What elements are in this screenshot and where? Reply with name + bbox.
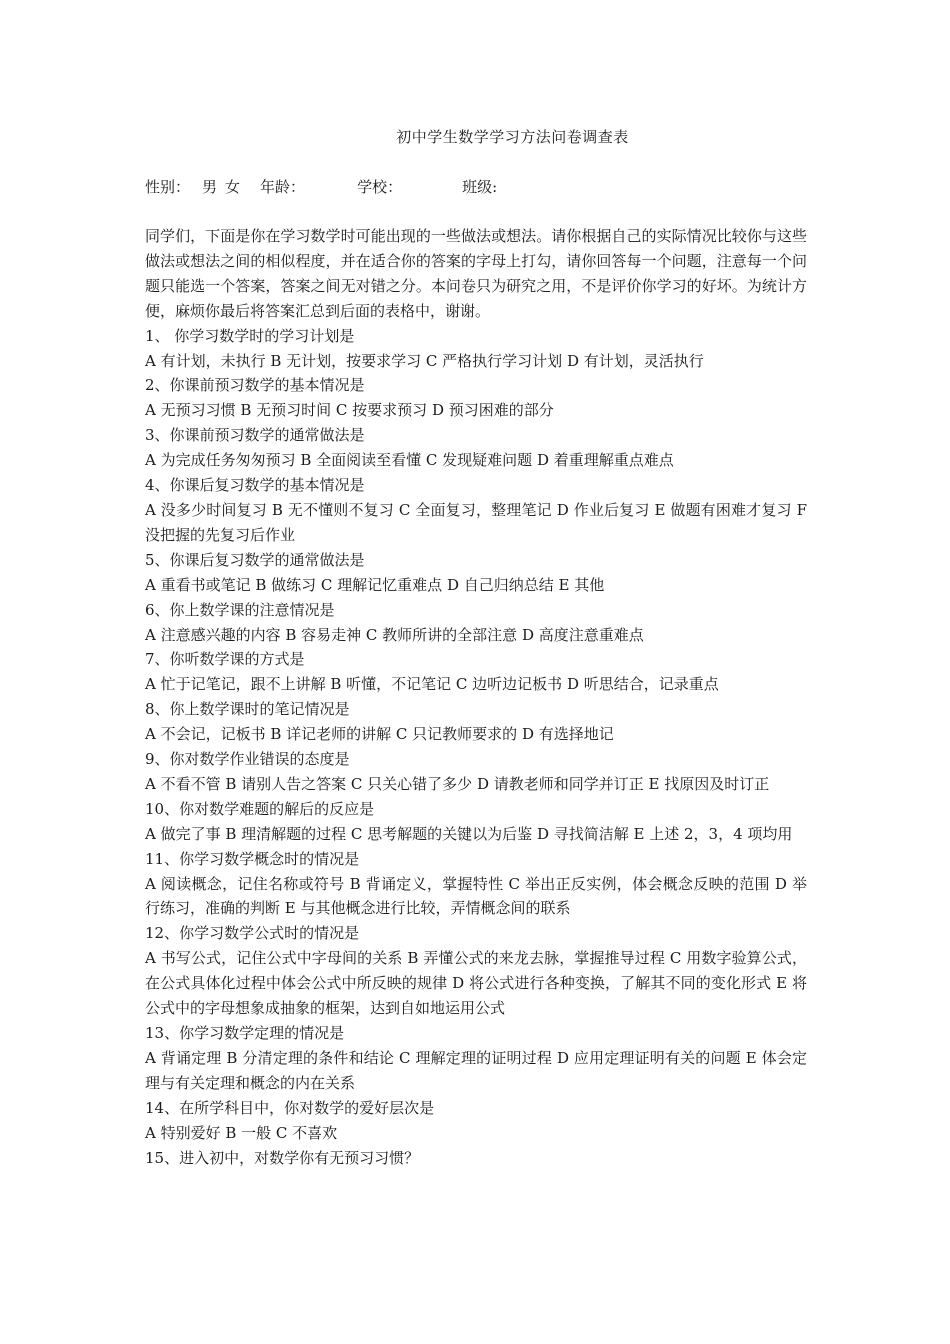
question-text: 1、 你学习数学时的学习计划是 <box>145 326 355 345</box>
questionnaire-body <box>145 224 807 1170</box>
answer-options: A 忙于记笔记，跟不上讲解 B 听懂，不记笔记 C 边听边记板书 D 听思结合，记录重点 <box>145 675 719 694</box>
question-text: 5、你课后复习数学的通常做法是 <box>145 550 365 569</box>
answer-options: A 没多少时间复习 B 无不懂则不复习 C 全面复习，整理笔记 D 作业后复习 E 做题有困难才复习 F 没把握的先复习后作业 <box>145 500 807 544</box>
answer-options: A 不会记，记板书 B 详记老师的讲解 C 只记教师要求的 D 有选择地记 <box>145 725 614 744</box>
intro-paragraph: 同学们，下面是你在学习数学时可能出现的一些做法或想法。请你根据自己的实际情况比较你与这些做法或想法之间的相似程度，并在适合你的答案的字母上打勾，请你回答每一个问题，注意每一个问题只能选一个答案，答案之间无对错之分。本问卷只为研究之用，不是评价你学习的好坏。为统计方便，麻烦你最后将答案汇总到后面的表格中，谢谢。 <box>145 227 807 320</box>
question-text: 13、你学习数学定理的情况是 <box>145 1024 345 1042</box>
age-label: 年龄： <box>260 178 306 196</box>
question-text: 2、你课前预习数学的基本情况是 <box>145 376 365 395</box>
answer-options: A 注意感兴趣的内容 B 容易走神 C 教师所讲的全部注意 D 高度注意重难点 <box>145 625 644 644</box>
question-text: 11、你学习数学概念时的情况是 <box>145 849 360 868</box>
question-text: 4、你课后复习数学的基本情况是 <box>145 476 365 495</box>
answer-options: A 阅读概念，记住名称或符号 B 背诵定义，掌握特性 C 举出正反实例，体会概念反映的范围 D 举行练习，准确的判断 E 与其他概念进行比较，弄情概念间的联系 <box>145 874 807 918</box>
question-text: 6、你上数学课的注意情况是 <box>145 600 335 619</box>
respondent-info-line <box>145 176 497 197</box>
answer-options: A 书写公式，记住公式中字母间的关系 B 弄懂公式的来龙去脉，掌握推导过程 C 用数字验算公式，在公式具体化过程中体会公式中所反映的规律 D 将公式进行各种变换，了解其不同的变化形式 E 将公式中的字母想象成抽象的框架，达到自如地运用公式 <box>145 949 807 1018</box>
question-text: 10、你对数学难题的解后的反应是 <box>145 799 375 818</box>
question-text: 3、你课前预习数学的通常做法是 <box>145 426 365 445</box>
school-label: 学校： <box>357 178 403 196</box>
page-title: 初中学生数学学习方法问卷调查表 <box>396 128 629 146</box>
gender-option-female: 女 <box>225 178 241 196</box>
question-text: 15、进入初中，对数学你有无预习习惯？ <box>145 1148 420 1167</box>
class-label: 班级: <box>462 178 498 196</box>
gender-label: 性别： <box>145 178 191 196</box>
question-text: 9、你对数学作业错误的态度是 <box>145 750 350 769</box>
answer-options: A 有计划，未执行 B 无计划，按要求学习 C 严格执行学习计划 D 有计划，灵活执行 <box>145 351 704 370</box>
answer-options: A 无预习习惯 B 无预习时间 C 按要求预习 D 预习困难的部分 <box>145 401 554 420</box>
question-text: 8、你上数学课时的笔记情况是 <box>145 700 350 719</box>
answer-options: A 特别爱好 B 一般 C 不喜欢 <box>145 1123 338 1142</box>
question-text: 12、你学习数学公式时的情况是 <box>145 924 360 943</box>
answer-options: A 为完成任务匆匆预习 B 全面阅读至看懂 C 发现疑难问题 D 着重理解重点难点 <box>145 451 674 470</box>
answer-options: A 重看书或笔记 B 做练习 C 理解记忆重难点 D 自己归纳总结 E 其他 <box>145 575 605 594</box>
answer-options: A 做完了事 B 理清解题的过程 C 思考解题的关键以为后鉴 D 寻找简洁解 E 上述 2，3，4 项均用 <box>145 824 793 843</box>
question-text: 14、在所学科目中，你对数学的爱好层次是 <box>145 1098 435 1117</box>
gender-option-male: 男 <box>202 178 218 196</box>
answer-options: A 背诵定理 B 分清定理的条件和结论 C 理解定理的证明过程 D 应用定理证明有关的问题 E 体会定理与有关定理和概念的内在关系 <box>145 1048 807 1092</box>
answer-options: A 不看不管 B 请别人告之答案 C 只关心错了多少 D 请教老师和同学并订正 E 找原因及时订正 <box>145 774 770 793</box>
question-text: 7、你听数学课的方式是 <box>145 650 305 669</box>
